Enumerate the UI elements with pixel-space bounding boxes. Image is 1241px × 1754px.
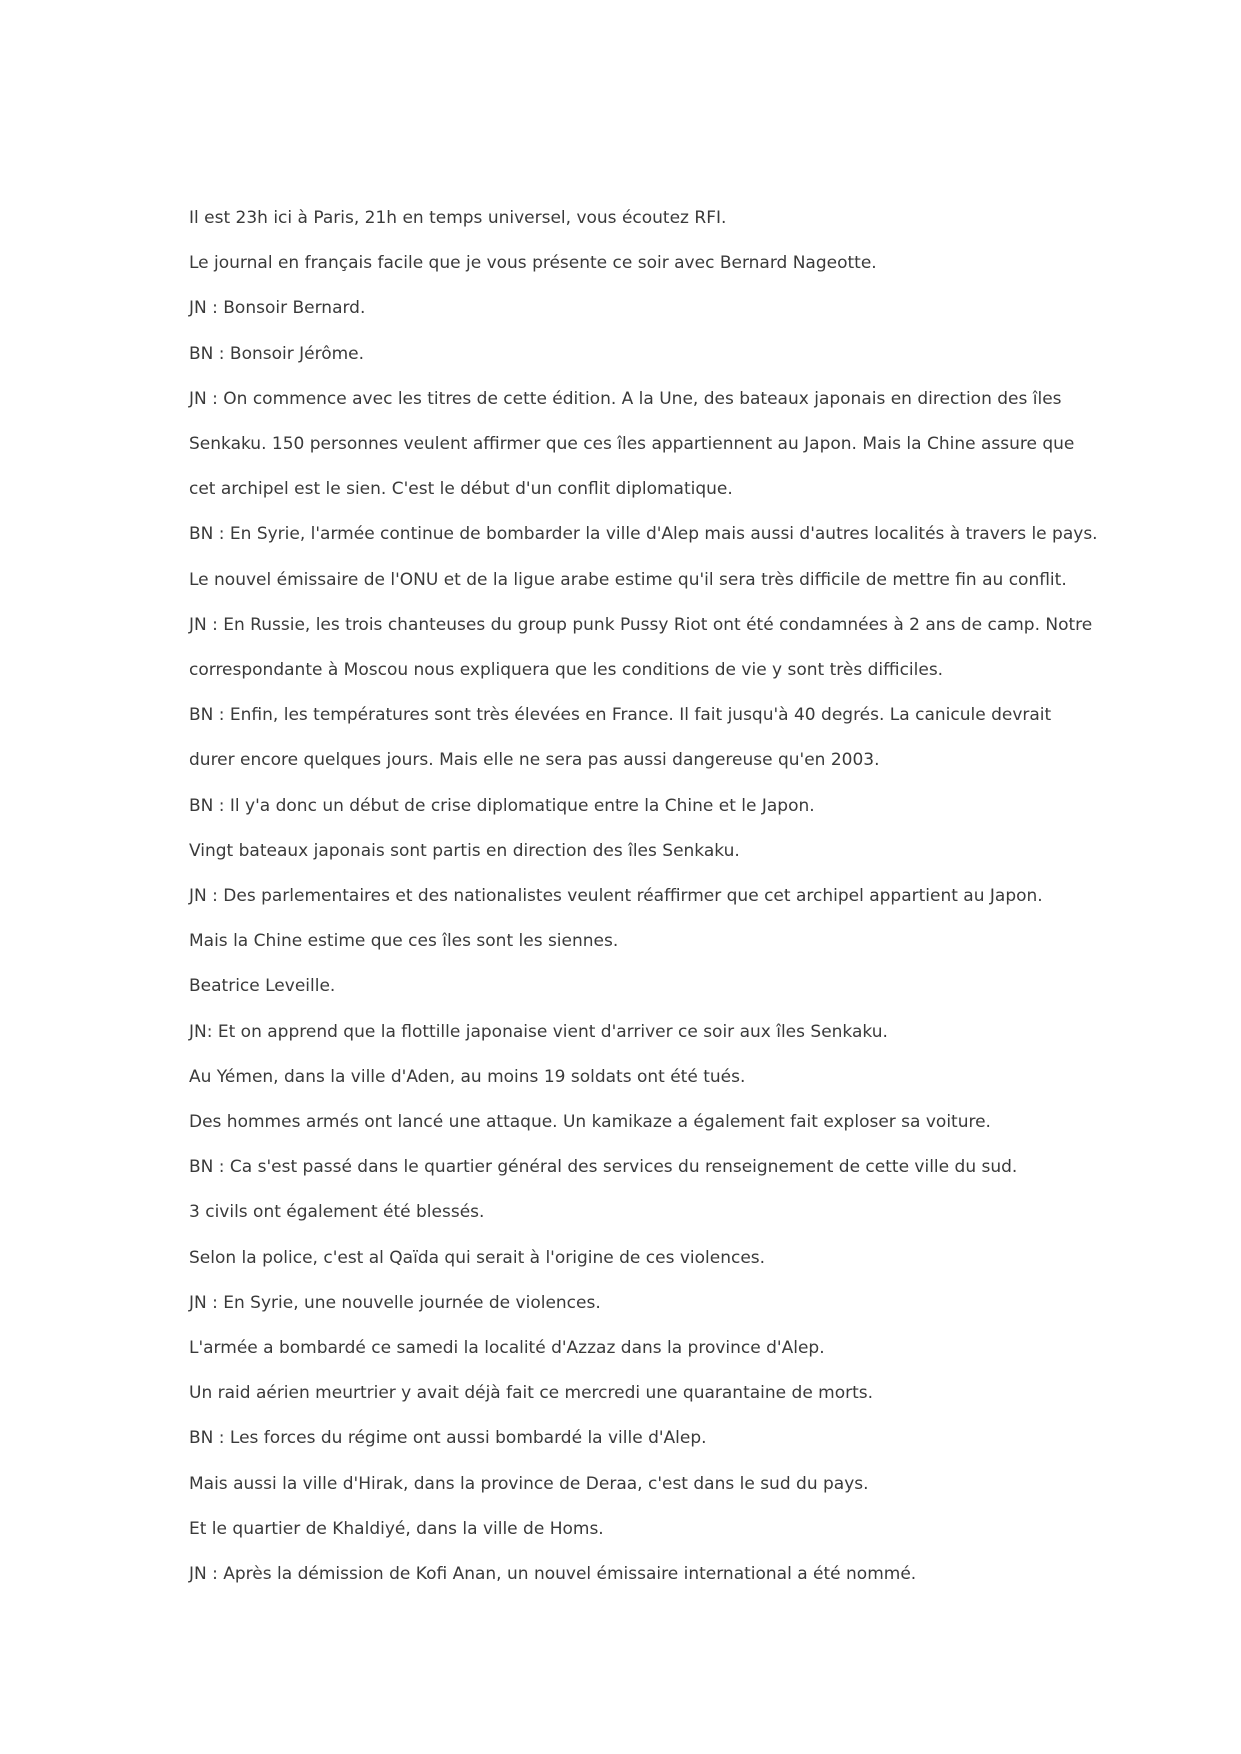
transcript-line: BN : En Syrie, l'armée continue de bombarder la ville d'Alep mais aussi d'autres localités à travers le pays.: [189, 524, 1098, 545]
transcript-line: Mais aussi la ville d'Hirak, dans la province de Deraa, c'est dans le sud du pays.: [189, 1473, 869, 1494]
transcript-line: JN: Et on apprend que la flottille japonaise vient d'arriver ce soir aux îles Senkaku.: [189, 1021, 888, 1042]
transcript-line: Mais la Chine estime que ces îles sont les siennes.: [189, 931, 619, 952]
transcript-line: JN : En Russie, les trois chanteuses du group punk Pussy Riot ont été condamnées à 2 ans de camp. Notre: [189, 614, 1093, 635]
transcript-line: 3 civils ont également été blessés.: [189, 1202, 485, 1223]
transcript-body: [189, 196, 1098, 1597]
transcript-line: BN : Bonsoir Jérôme.: [189, 343, 365, 364]
transcript-line: Le journal en français facile que je vous présente ce soir avec Bernard Nageotte.: [189, 253, 877, 274]
transcript-line: Des hommes armés ont lancé une attaque. Un kamikaze a également fait exploser sa voiture.: [189, 1112, 991, 1133]
transcript-line: cet archipel est le sien. C'est le début d'un conflit diplomatique.: [189, 479, 733, 500]
transcript-line: durer encore quelques jours. Mais elle ne sera pas aussi dangereuse qu'en 2003.: [189, 750, 880, 771]
transcript-line: Senkaku. 150 personnes veulent affirmer que ces îles appartiennent au Japon. Mais la Chine assure que: [189, 434, 1075, 455]
transcript-line: BN : Il y'a donc un début de crise diplomatique entre la Chine et le Japon.: [189, 795, 815, 816]
transcript-line: Et le quartier de Khaldiyé, dans la ville de Homs.: [189, 1518, 604, 1539]
transcript-line: Vingt bateaux japonais sont partis en direction des îles Senkaku.: [189, 840, 740, 861]
transcript-line: L'armée a bombardé ce samedi la localité d'Azzaz dans la province d'Alep.: [189, 1338, 825, 1359]
transcript-line: JN : Après la démission de Kofi Anan, un nouvel émissaire international a été nommé.: [189, 1564, 917, 1585]
transcript-line: Beatrice Leveille.: [189, 976, 336, 997]
transcript-line: BN : Les forces du régime ont aussi bombardé la ville d'Alep.: [189, 1428, 707, 1449]
transcript-line: correspondante à Moscou nous expliquera que les conditions de vie y sont très difficiles.: [189, 660, 944, 681]
transcript-line: BN : Enfin, les températures sont très élevées en France. Il fait jusqu'à 40 degrés. La canicule devrait: [189, 705, 1052, 726]
transcript-line: JN : Bonsoir Bernard.: [189, 298, 366, 319]
transcript-line: BN : Ca s'est passé dans le quartier général des services du renseignement de cette ville du sud.: [189, 1157, 1018, 1178]
transcript-line: Il est 23h ici à Paris, 21h en temps universel, vous écoutez RFI.: [189, 208, 727, 228]
transcript-line: JN : Des parlementaires et des nationalistes veulent réaffirmer que cet archipel appartient au Japon.: [189, 886, 1043, 907]
transcript-line: JN : On commence avec les titres de cette édition. A la Une, des bateaux japonais en direction des îles: [189, 388, 1062, 409]
transcript-line: Le nouvel émissaire de l'ONU et de la ligue arabe estime qu'il sera très difficile de mettre fin au conflit.: [189, 569, 1067, 590]
transcript-line: JN : En Syrie, une nouvelle journée de violences.: [189, 1292, 601, 1313]
transcript-line: Selon la police, c'est al Qaïda qui serait à l'origine de ces violences.: [189, 1247, 766, 1268]
transcript-line: Au Yémen, dans la ville d'Aden, au moins 19 soldats ont été tués.: [189, 1066, 746, 1087]
transcript-line: Un raid aérien meurtrier y avait déjà fait ce mercredi une quarantaine de morts.: [189, 1383, 874, 1404]
